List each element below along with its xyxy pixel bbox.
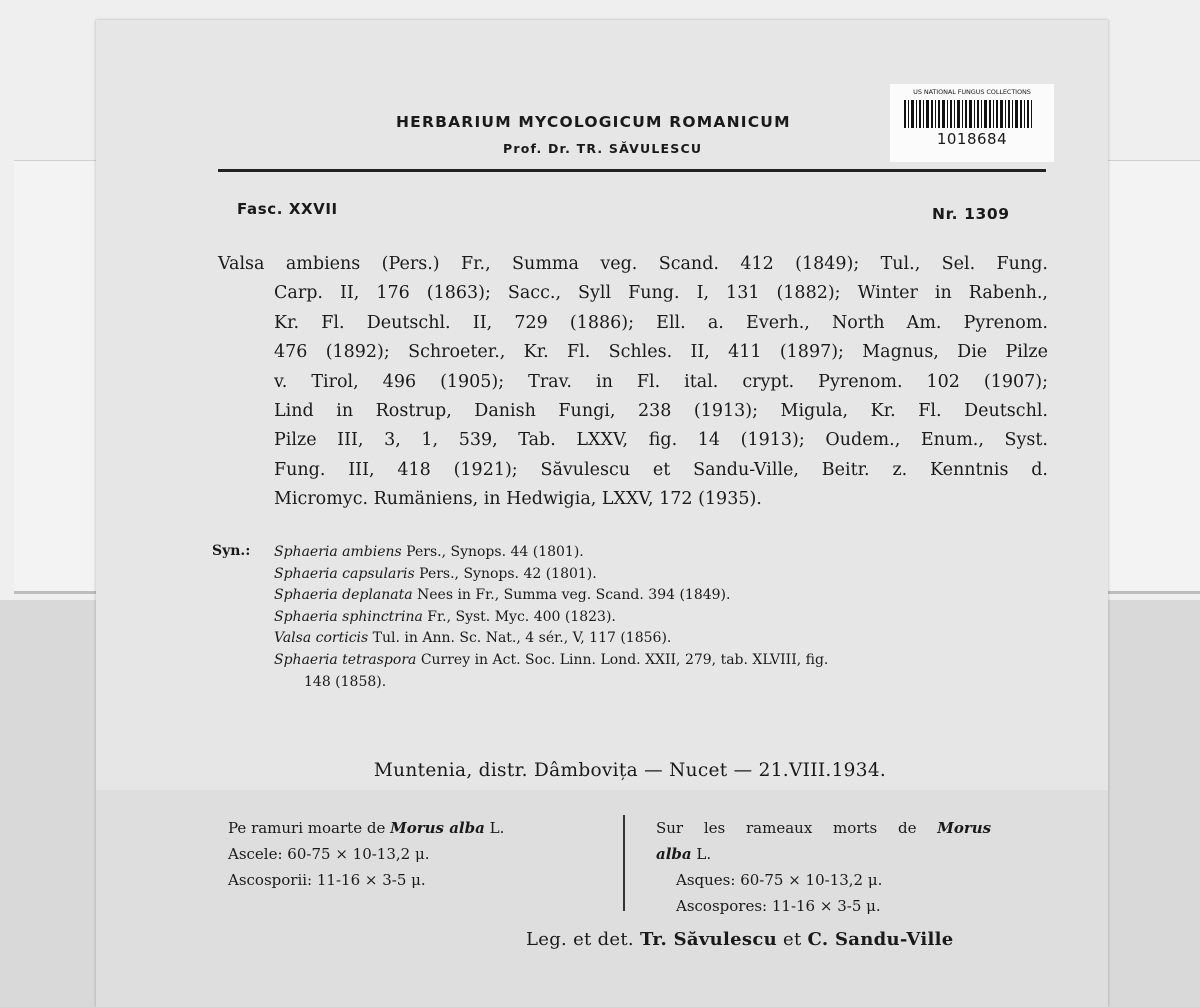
citation-line: v. Tirol, 496 (1905); Trav. in Fl. ital. crypt. Pyrenom. 102 (1907); <box>274 371 1048 392</box>
synonym-name: Sphaeria capsularis <box>274 565 415 582</box>
synonym-reference: Tul. in Ann. Sc. Nat., 4 sér., V, 117 (1856). <box>372 630 672 647</box>
synonym-item <box>274 650 1044 672</box>
nomenclature-citation <box>218 250 1048 515</box>
synonym-reference: Nees in Fr., Summa veg. Scand. 394 (1849). <box>417 587 731 604</box>
synonym-item <box>274 585 1044 607</box>
citation-line: Micromyc. Rumäniens, in Hedwigia, LXXV, 172 (1935). <box>274 489 762 510</box>
synonym-name: Sphaeria deplanata <box>274 587 413 604</box>
substrate-prefix: Sur les rameaux morts de <box>656 819 917 837</box>
description-french <box>656 815 1046 919</box>
barcode-label <box>890 84 1054 162</box>
synonym-reference: Pers., Synops. 42 (1801). <box>419 565 597 582</box>
spore-measurement: Ascosporii: 11-16 × 3-5 μ. <box>228 871 426 889</box>
fascicle-number: Fasc. XXVII <box>237 200 338 218</box>
collector-line <box>526 929 954 950</box>
herbarium-title: HERBARIUM MYCOLOGICUM ROMANICUM <box>396 113 791 131</box>
citation-line: Fung. III, 418 (1921); Săvulescu et Sandu-Ville, Beitr. z. Kenntnis d. <box>274 459 1048 480</box>
exsiccata-number: Nr. 1309 <box>932 205 1010 223</box>
citation-line: 476 (1892); Schroeter., Kr. Fl. Schles. II, 411 (1897); Magnus, Die Pilze <box>274 342 1048 363</box>
host-name: Morus alba <box>390 819 485 837</box>
collector-name: C. Sandu-Ville <box>807 929 954 950</box>
synonym-reference: Currey in Act. Soc. Linn. Lond. XXII, 279, tab. XLVIII, fig. <box>420 651 829 668</box>
synonym-item <box>274 542 1044 564</box>
header-rule <box>218 169 1046 172</box>
barcode-icon <box>904 100 1032 128</box>
synonym-reference: Fr., Syst. Myc. 400 (1823). <box>427 608 616 625</box>
collector-prefix: Leg. et det. <box>526 929 634 950</box>
catalog-number: 1018684 <box>936 130 1008 148</box>
citation-line: Carp. II, 176 (1863); Sacc., Syll Fung. I, 131 (1882); Winter in Rabenh., <box>274 283 1048 304</box>
synonym-name: Sphaeria sphinctrina <box>274 608 423 625</box>
substrate-french-cont <box>656 841 1046 867</box>
citation-line: Valsa ambiens (Pers.) Fr., Summa veg. Scand. 412 (1849); Tul., Sel. Fung. <box>218 254 1048 274</box>
asci-measurement: Asques: 60-75 × 10-13,2 μ. <box>676 871 883 889</box>
collector-name: Tr. Săvulescu <box>639 929 777 950</box>
spore-measurement: Ascospores: 11-16 × 3-5 μ. <box>676 897 881 915</box>
collection-name: US NATIONAL FUNGUS COLLECTIONS <box>913 88 1031 96</box>
collector-conjunction: et <box>783 929 802 950</box>
collection-locality: Muntenia, distr. Dâmbovița — Nucet — 21.VIII.1934. <box>373 760 887 781</box>
synonym-item <box>274 628 1044 650</box>
host-author: L. <box>696 845 712 863</box>
synonym-item <box>274 564 1044 586</box>
citation-line: Kr. Fl. Deutschl. II, 729 (1886); Ell. a. Everh., North Am. Pyrenom. <box>274 312 1048 333</box>
description-romanian <box>228 815 504 893</box>
synonym-name: Valsa corticis <box>274 630 369 647</box>
citation-line: Lind in Rostrup, Danish Fungi, 238 (1913); Migula, Kr. Fl. Deutschl. <box>274 401 1048 422</box>
synonyms-list <box>274 542 1044 693</box>
column-divider <box>623 815 625 911</box>
substrate-romanian <box>228 815 504 841</box>
herbarium-director: Prof. Dr. TR. SĂVULESCU <box>503 141 703 156</box>
host-author: L. <box>489 819 505 837</box>
synonym-reference: Pers., Synops. 44 (1801). <box>406 544 584 560</box>
substrate-prefix: Pe ramuri moarte de <box>228 819 386 837</box>
asci-measurement: Ascele: 60-75 × 10-13,2 μ. <box>228 845 430 863</box>
host-genus: Morus <box>937 819 992 837</box>
synonym-name: Sphaeria tetraspora <box>274 651 417 668</box>
host-species: alba <box>656 845 692 863</box>
synonyms-label: Syn.: <box>212 543 251 559</box>
synonym-continuation: 148 (1858). <box>304 673 387 690</box>
synonym-name: Sphaeria ambiens <box>274 544 402 560</box>
citation-line: Pilze III, 3, 1, 539, Tab. LXXV, fig. 14 (1913); Oudem., Enum., Syst. <box>274 430 1048 451</box>
synonym-item <box>274 607 1044 629</box>
substrate-french <box>656 815 1046 841</box>
